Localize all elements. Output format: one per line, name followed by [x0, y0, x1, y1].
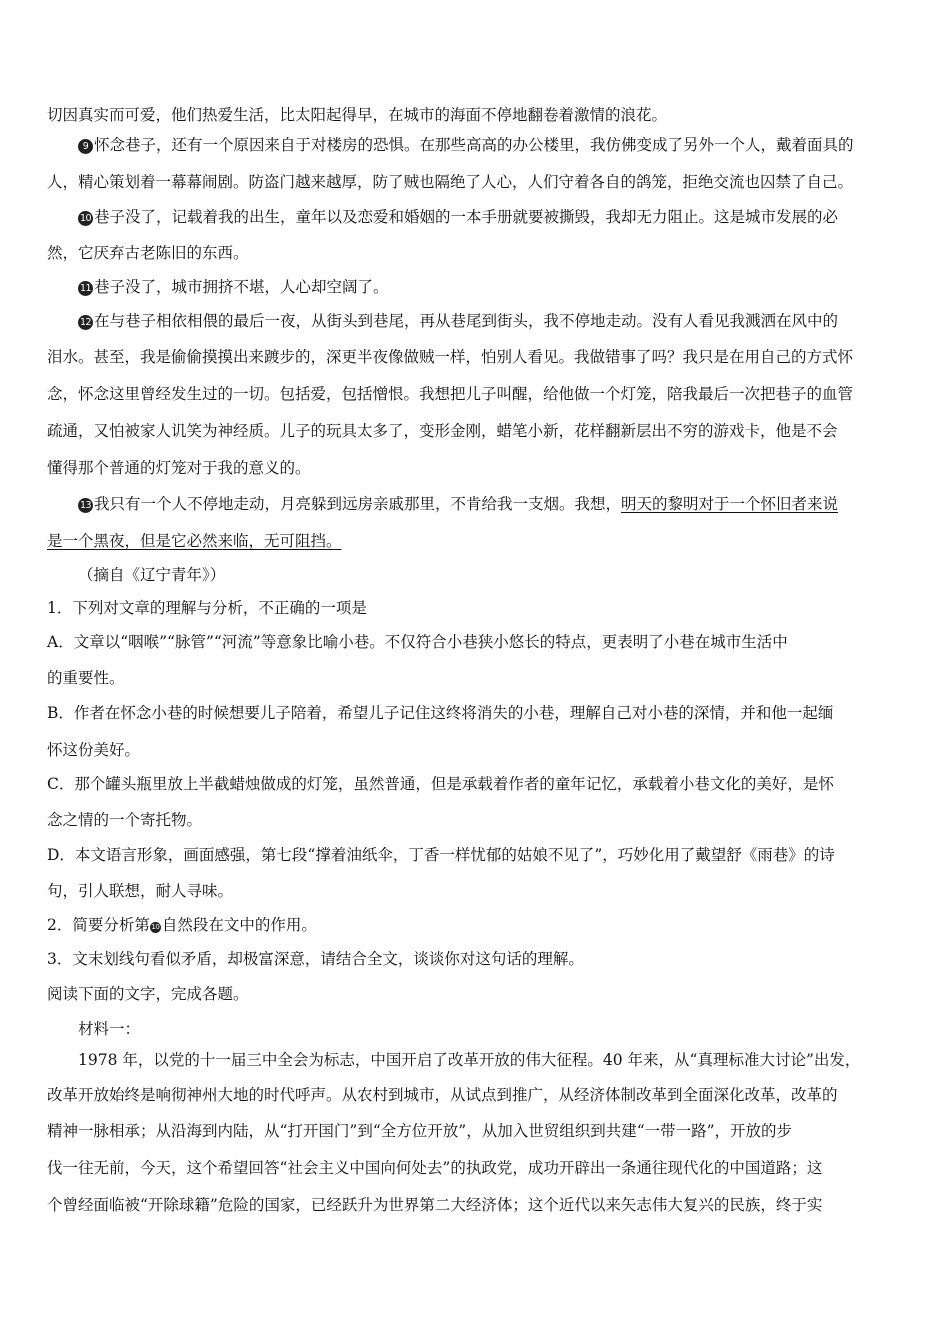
paragraph-13-line	[47, 530, 907, 552]
paragraph-12-line	[78, 310, 908, 332]
question-2	[47, 914, 907, 936]
material-line: 伐一往无前，今天，这个希望回答“社会主义中国向何处去”的执政党，成功开辟出一条通往现代化的中国道路；这	[47, 1159, 823, 1177]
source-citation: （摘自《辽宁青年》）	[78, 566, 226, 584]
option-a: A．文章以“咽喉”“脉管”“河流”等意象比喻小巷。不仅符合小巷狭小悠长的特点，更表明了小巷在城市生活中	[47, 633, 788, 651]
paragraph-8-end: 切因真实而可爱，他们热爱生活，比太阳起得早，在城市的海面不停地翻卷着激情的浪花。	[47, 106, 668, 124]
question-1-stem: 1．下列对文章的理解与分析，不正确的一项是	[47, 599, 367, 617]
option-c-cont: 念之情的一个寄托物。	[47, 811, 203, 829]
option-c: C．那个罐头瓶里放上半截蜡烛做成的灯笼，虽然普通，但是承载着作者的童年记忆，承载着小巷文化的美好，是怀	[47, 775, 834, 793]
paragraph-13-text: 我只有一个人不停地走动，月亮躲到远房亲戚那里，不肯给我一支烟。我想，	[94, 495, 622, 513]
paragraph-12-line: 念，怀念这里曾经发生过的一切。包括爱，包括憎恨。我想把儿子叫醒，给他做一个灯笼，陪我最后一次把巷子的血管	[47, 385, 854, 403]
underlined-sentence: 明天的黎明对于一个怀旧者来说	[621, 495, 839, 513]
paragraph-9-line: 人，精心策划着一幕幕闹剧。防盗门越来越厚，防了贼也隔绝了人心，人们守着各自的鸽笼，拒绝交流也囚禁了自己。	[47, 173, 854, 191]
question-3: 3．文末划线句看似矛盾，却极富深意，请结合全文，谈谈你对这句话的理解。	[47, 950, 584, 968]
option-a-cont: 的重要性。	[47, 669, 125, 687]
paragraph-13-line	[78, 493, 908, 515]
material-line: 改革开放始终是响彻神州大地的时代呼声。从农村到城市，从试点到推广，从经济体制改革到全面深化改革，改革的	[47, 1086, 838, 1104]
option-d: D．本文语言形象，画面感强，第七段“撑着油纸伞，丁香一样忧郁的姑娘不见了”，巧妙化用了戴望舒《雨巷》的诗	[47, 846, 835, 864]
paragraph-11-line	[78, 276, 908, 298]
question-2-text: 2．简要分析第	[47, 916, 150, 934]
material-line: 1978 年，以党的十一届三中全会为标志，中国开启了改革开放的伟大征程。40 年来，从“真理标准大讨论”出发，	[78, 1051, 861, 1069]
material-line: 个曾经面临被“开除球籍”危险的国家，已经跃升为世界第二大经济体；这个近代以来矢志伟大复兴的民族，终于实	[47, 1196, 823, 1214]
option-d-cont: 句，引人联想，耐人寻味。	[47, 882, 234, 900]
paragraph-11-text: 巷子没了，城市拥挤不堪，人心却空阔了。	[94, 278, 389, 296]
paragraph-10-line	[78, 206, 908, 228]
material-label: 材料一：	[78, 1020, 141, 1038]
option-b-cont: 怀这份美好。	[47, 741, 141, 759]
reading-intro: 阅读下面的文字，完成各题。	[47, 985, 249, 1003]
paragraph-number-10: 10	[79, 213, 92, 224]
paragraph-number-13: 13	[79, 500, 92, 511]
paragraph-9-text: 怀念巷子，还有一个原因来自于对楼房的恐惧。在那些高高的办公楼里，我仿佛变成了另外一个人，戴着面具的	[94, 136, 854, 154]
underlined-sentence: 是一个黑夜，但是它必然来临，无可阻挡。	[47, 532, 342, 550]
paragraph-12-line: 懂得那个普通的灯笼对于我的意义的。	[47, 459, 311, 477]
paragraph-number-11: 11	[79, 283, 92, 294]
option-b: B．作者在怀念小巷的时候想要儿子陪着，希望儿子记住这终将消失的小巷，理解自己对小巷的深情，并和他一起缅	[47, 704, 834, 722]
paragraph-12-line: 泪水。甚至，我是偷偷摸摸出来踱步的，深更半夜像做贼一样，怕别人看见。我做错事了吗？我只是在用自己的方式怀	[47, 348, 854, 366]
paragraph-number-9: 9	[78, 139, 93, 154]
paragraph-10-line: 然，它厌弃古老陈旧的东西。	[47, 244, 249, 262]
paragraph-10-text: 巷子没了，记载着我的出生，童年以及恋爱和婚姻的一本手册就要被撕毁，我却无力阻止。这是城市发展的必	[94, 208, 839, 226]
paragraph-9-line	[78, 134, 908, 156]
material-line: 精神一脉相承；从沿海到内陆，从“打开国门”到“全方位开放”，从加入世贸组织到共建“一带一路”，开放的步	[47, 1122, 793, 1140]
paragraph-number-12: 12	[79, 317, 92, 328]
question-2-text: 自然段在文中的作用。	[161, 916, 317, 934]
paragraph-number-ref: 10	[151, 923, 160, 931]
paragraph-12-line: 疏通，又怕被家人讥笑为神经质。儿子的玩具太多了，变形金刚，蜡笔小新，花样翻新层出不穷的游戏卡，他是不会	[47, 422, 838, 440]
paragraph-12-text: 在与巷子相依相偎的最后一夜，从街头到巷尾，再从巷尾到街头，我不停地走动。没有人看见我溅洒在风中的	[94, 312, 839, 330]
